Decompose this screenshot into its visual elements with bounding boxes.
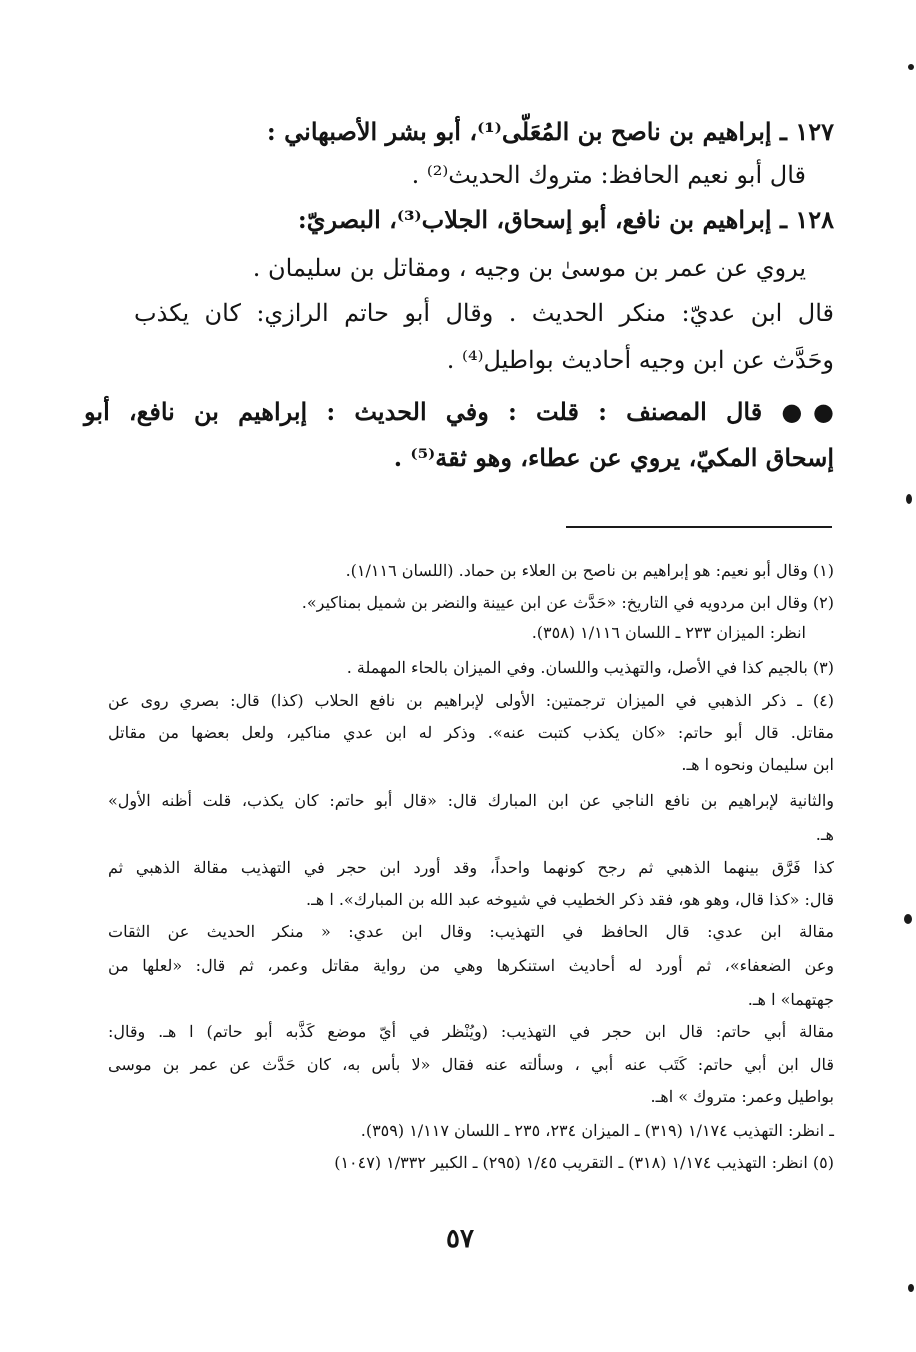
footnote-4-line-13: بواطيل وعمر: متروك » اهـ. (650, 1087, 834, 1106)
footnote-4-line-2: مقاتل. قال أبو حاتم: «كان يكذب كتبت عنه». وذكر له ابن عدي مناكير، ولعل بعضها من مقاتل (108, 723, 834, 742)
footnote-4-line-6: كذا فَرَّق بينهما الذهبي ثم رجح كونهما واحداً، وقد أورد ابن حجر في التهذيب مقالة الذهبي ثم (108, 858, 834, 877)
footnote-4-line-14: ـ انظر: التهذيب ١/١٧٤ (٣١٩) ـ الميزان ٢٣٤، ٢٣٥ ـ اللسان ١/١١٧ (٣٥٩). (360, 1121, 834, 1140)
footnote-separator (566, 526, 832, 528)
scan-mark (908, 64, 914, 70)
scan-mark (904, 914, 912, 924)
footnote-5: (٥) انظر: التهذيب ١/١٧٤ (٣١٨) ـ التقريب ١/٤٥ (٢٩٥) ـ الكبير ١/٣٣٢ (١٠٤٧) (334, 1153, 834, 1172)
footnote-4-line-5: هـ. (815, 825, 834, 844)
footnote-2-line-2: انظر: الميزان ٢٣٣ ـ اللسان ١/١١٦ (٣٥٨). (531, 623, 806, 642)
footnote-2-line-1: (٢) وقال ابن مردويه في التاريخ: «حَدَّث عن ابن عيينة والنضر بن شميل بمناكير». (301, 593, 834, 612)
entry-128-text-2: قال ابن عديّ: منكر الحديث . وقال أبو حاتم الرازي: كان يكذب (134, 299, 834, 327)
author-note-2: إسحاق المكيّ، يروي عن عطاء، وهو ثقة⁽⁵⁾ . (393, 443, 834, 472)
footnote-4-line-3: ابن سليمان ونحوه ا هـ. (681, 755, 834, 774)
author-note-1: ●● قال المصنف : قلت : وفي الحديث : إبراهيم بن نافع، أبو (84, 397, 834, 426)
footnote-4-line-11: مقالة أبي حاتم: قال ابن حجر في التهذيب: (ويُنْظر في أيّ موضع كَذَّبه أبو حاتم) ا هـ. وقال: (108, 1022, 835, 1041)
entry-128-text-3: وحَدَّث عن ابن وجيه أحاديث بواطيل⁽⁴⁾ . (446, 346, 834, 374)
footnote-4-line-10: جهتهما» ا هـ. (747, 990, 834, 1009)
entry-127-text: قال أبو نعيم الحافظ: متروك الحديث⁽²⁾ . (411, 161, 806, 189)
scan-mark (908, 1284, 914, 1292)
footnote-4-line-1: (٤) ـ ذكر الذهبي في الميزان ترجمتين: الأولى لإبراهيم بن نافع الحلاب (كذا) قال: بصري روى عن (108, 691, 834, 710)
footnote-1: (١) وقال أبو نعيم: هو إبراهيم بن ناصح بن العلاء بن حماد. (اللسان ١/١١٦). (345, 561, 834, 580)
scan-mark (906, 494, 912, 504)
footnote-4-line-9: وعن الضعفاء»، ثم أورد له أحاديث استنكرها وهي من رواية مقاتل وعمر، ثم قال: «لعلها من (108, 956, 834, 975)
entry-127-heading: ١٢٧ ـ إبراهيم بن ناصح بن المُعَلّى⁽¹⁾، أبو بشر الأصبهاني : (266, 117, 834, 146)
entry-128-text-1: يروي عن عمر بن موسىٰ بن وجيه ، ومقاتل بن سليمان . (252, 254, 806, 282)
footnote-3: (٣) بالجيم كذا في الأصل، والتهذيب واللسان. وفي الميزان بالحاء المهملة . (346, 658, 834, 677)
page-number: ٥٧ (446, 1224, 474, 1254)
footnote-4-line-8: مقالة ابن عدي: قال الحافظ في التهذيب: وقال ابن عدي: « منكر الحديث عن الثقات (108, 922, 834, 941)
footnote-4-line-4: والثانية لإبراهيم بن نافع الناجي عن ابن المبارك قال: «قال أبو حاتم: كان يكذب، قلت أظنه الأول» (108, 791, 834, 810)
footnote-4-line-7: قال: «كذا قال، وهو هو، فقد ذكر الخطيب في شيوخه عبد الله بن المبارك». ا هـ. (306, 890, 834, 909)
footnote-4-line-12: قال ابن أبي حاتم: كَتَب عنه أبي ، وسألته عنه فقال «لا بأس به، كان حَدَّث عن عمر بن موسى (108, 1055, 834, 1074)
entry-128-heading: ١٢٨ ـ إبراهيم بن نافع، أبو إسحاق، الجلاب⁽³⁾، البصريّ: (297, 205, 834, 234)
